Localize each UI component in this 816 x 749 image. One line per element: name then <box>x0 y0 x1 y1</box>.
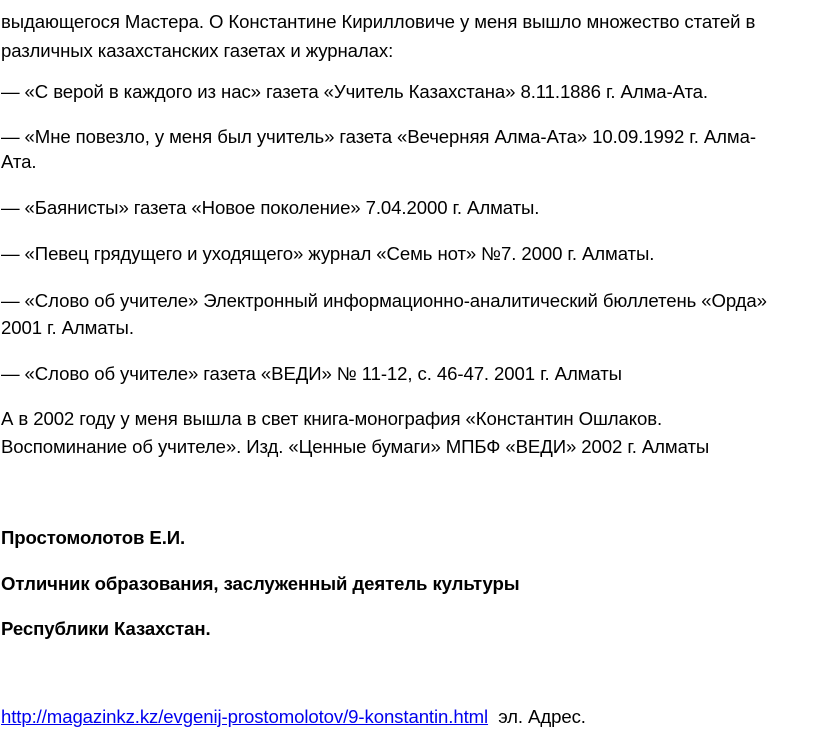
source-link[interactable]: http://magazinkz.kz/evgenij-prostomolotov/9-konstantin.html <box>1 706 489 727</box>
article-item-3: — «Баянисты» газета «Новое поколение» 7.04.2000 г. Алматы. <box>1 197 540 218</box>
article-item-5-line-2: 2001 г. Алматы. <box>1 317 134 338</box>
book-line-2: Воспоминание об учителе». Изд. «Ценные бумаги» МПБФ «ВЕДИ» 2002 г. Алматы <box>1 436 710 457</box>
signature-title: Отличник образования, заслуженный деятель культуры <box>1 573 520 594</box>
article-item-2-line-2: Ата. <box>1 151 37 172</box>
source-suffix: эл. Адрес. <box>488 706 586 727</box>
article-item-2-line-1: — «Мне повезло, у меня был учитель» газета «Вечерняя Алма-Ата» 10.09.1992 г. Алма- <box>1 126 756 147</box>
signature-country: Республики Казахстан. <box>1 618 211 639</box>
article-item-4: — «Певец грядущего и уходящего» журнал «Семь нот» №7. 2000 г. Алматы. <box>1 243 655 264</box>
intro-line-2: различных казахстанских газетах и журналах: <box>1 40 394 61</box>
article-item-5-line-1: — «Слово об учителе» Электронный информационно-аналитический бюллетень «Орда» <box>1 290 767 311</box>
intro-line-1: выдающегося Мастера. О Константине Кирилловиче у меня вышло множество статей в <box>1 11 756 32</box>
source-line <box>1 705 586 729</box>
book-line-1: А в 2002 году у меня вышла в свет книга-монография «Константин Ошлаков. <box>1 408 663 429</box>
article-item-6: — «Слово об учителе» газета «ВЕДИ» № 11-12, с. 46-47. 2001 г. Алматы <box>1 363 622 384</box>
signature-name: Простомолотов Е.И. <box>1 527 186 548</box>
article-item-1: — «С верой в каждого из нас» газета «Учитель Казахстана» 8.11.1886 г. Алма-Ата. <box>1 81 708 102</box>
